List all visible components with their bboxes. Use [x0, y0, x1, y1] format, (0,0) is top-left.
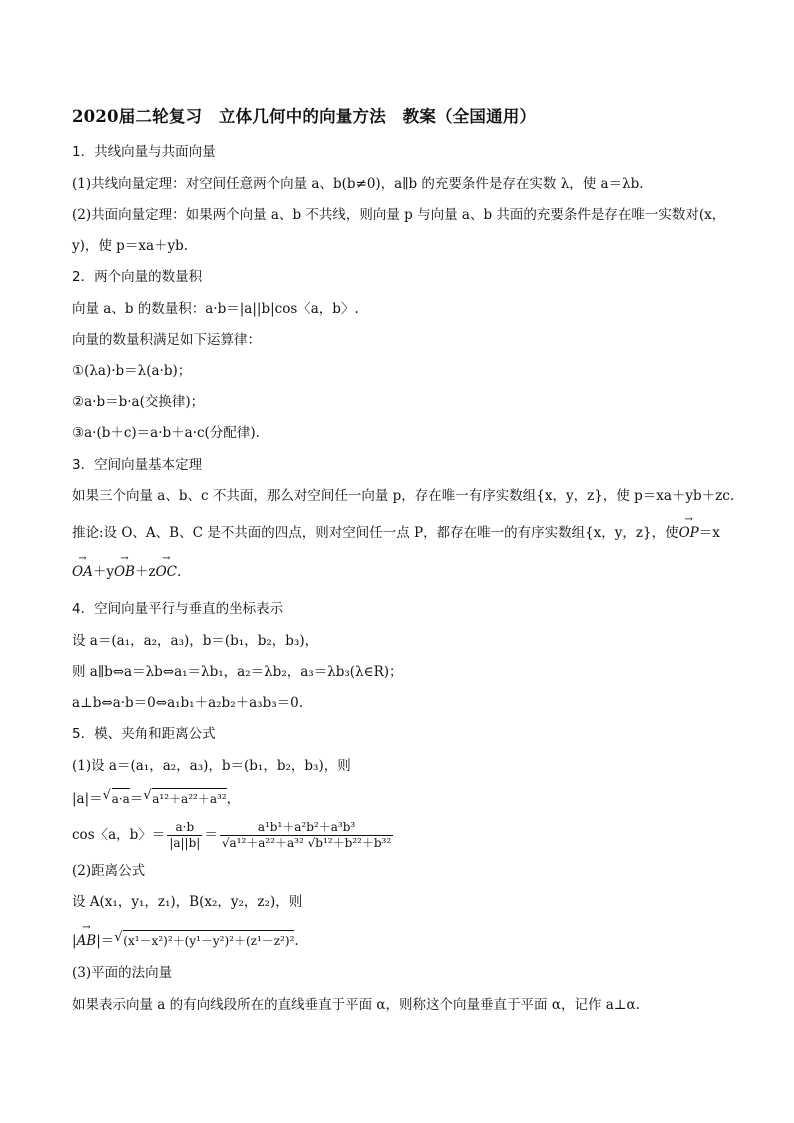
- law-scalar: ①(λa)·b＝λ(a·b)；: [72, 363, 192, 379]
- vector-ab: → AB: [77, 932, 97, 950]
- parallel-condition: 则 a∥b⇔a＝λb⇔a₁＝λb₁，a₂＝λb₂，a₃＝λb₃(λ∈R)；: [72, 664, 403, 680]
- section-3-heading: 3．空间向量基本定理: [72, 457, 203, 473]
- corollary-line2: [72, 563, 181, 581]
- law-commutative: ②a·b＝b·a(交换律)；: [72, 394, 205, 410]
- vector-ob: → OB: [114, 563, 135, 581]
- section-2-heading: 2．两个向量的数量积: [72, 269, 203, 285]
- sqrt-sum-squares: √ a¹²＋a²²＋a³²: [143, 788, 226, 808]
- law-distributive: ③a·(b＋c)＝a·b＋a·c(分配律).: [72, 425, 260, 441]
- modulus-formula: [72, 788, 240, 808]
- normal-vector-heading: (3)平面的法向量: [72, 965, 173, 981]
- dot-product-laws-intro: 向量的数量积满足如下运算律：: [72, 332, 261, 348]
- coplanar-theorem-line1: (2)共面向量定理：如果两个向量 a、b 不共线，则向量 p 与向量 a、b 共面的充要条件是存在唯一实数对(x，: [72, 207, 726, 223]
- vector-oc: → OC: [156, 563, 177, 581]
- fraction-dot-over-moduli: $\frac{a\cdot b}{|a||b|}$: [169, 820, 201, 850]
- equals: ＝: [129, 791, 144, 807]
- perpendicular-condition: a⊥b⇔a·b＝0⇔a₁b₁＋a₂b₂＋a₃b₃＝0.: [72, 695, 304, 711]
- section-5-heading: 5．模、夹角和距离公式: [72, 726, 216, 742]
- fraction-coordinates: $\frac{\text{a¹b¹＋a²b²＋a³b³}}{\text{√a¹²＋a²²＋a³² √b¹²＋b²²＋b³²}}$: [221, 820, 392, 850]
- modulus-lhs: |a|＝: [72, 791, 103, 807]
- modulus-setup: (1)设 a＝(a₁，a₂，a₃)，b＝(b₁，b₂，b₃)，则: [72, 758, 351, 774]
- equals: ＝: [204, 827, 218, 843]
- plus-y: ＋y: [92, 564, 114, 580]
- distance-setup: 设 A(x₁，y₁，z₁)，B(x₂，y₂，z₂)，则: [72, 894, 303, 910]
- page-title: 2020届二轮复习 立体几何中的向量方法 教案（全国通用）: [72, 107, 537, 126]
- collinear-theorem: (1)共线向量定理：对空间任意两个向量 a、b(b≠0)，a∥b 的充要条件是存在实数 λ，使 a＝λb.: [72, 176, 644, 192]
- comma: ，: [226, 791, 241, 807]
- vector-oa: → OA: [72, 563, 93, 581]
- corollary-text: 推论:设 O、A、B、C 是不共面的四点，则对空间任一点 P，都存在唯一的有序实数组{x，y，z}，使: [72, 525, 679, 541]
- coplanar-theorem-line2: y)，使 p＝xa＋yb.: [72, 238, 189, 254]
- period: .: [177, 564, 182, 580]
- corollary-line1: [72, 524, 720, 542]
- period: .: [294, 933, 299, 949]
- corollary-eq: ＝x: [698, 525, 720, 541]
- cosine-lhs: cos〈a，b〉＝: [72, 827, 166, 843]
- distance-formula: |→ AB|＝√ (x¹－x²)²＋(y¹－y²)²＋(z¹－z²)².: [72, 930, 299, 950]
- dot-product-definition: 向量 a、b 的数量积：a·b＝|a||b|cos〈a，b〉.: [72, 301, 359, 317]
- coordinates-definition: 设 a＝(a₁，a₂，a₃)，b＝(b₁，b₂，b₃)，: [72, 633, 319, 649]
- normal-vector-definition: 如果表示向量 a 的有向线段所在的直线垂直于平面 α，则称这个向量垂直于平面 α，记作 a⊥α.: [72, 997, 640, 1013]
- vector-op: → OP: [679, 524, 699, 542]
- sqrt-distance: √ (x¹－x²)²＋(y¹－y²)²＋(z¹－z²)²: [114, 930, 294, 950]
- section-1-heading: 1．共线向量与共面向量: [72, 144, 216, 160]
- sqrt-a-dot-a: √ a·a: [103, 788, 130, 808]
- cosine-formula: [72, 818, 395, 852]
- distance-heading: (2)距离公式: [72, 863, 146, 879]
- plus-z: ＋z: [134, 564, 156, 580]
- basic-theorem: 如果三个向量 a、b、c 不共面，那么对空间任一向量 p，存在唯一有序实数组{x，y，z}，使 p＝xa＋yb＋zc.: [72, 488, 735, 504]
- section-4-heading: 4．空间向量平行与垂直的坐标表示: [72, 601, 284, 617]
